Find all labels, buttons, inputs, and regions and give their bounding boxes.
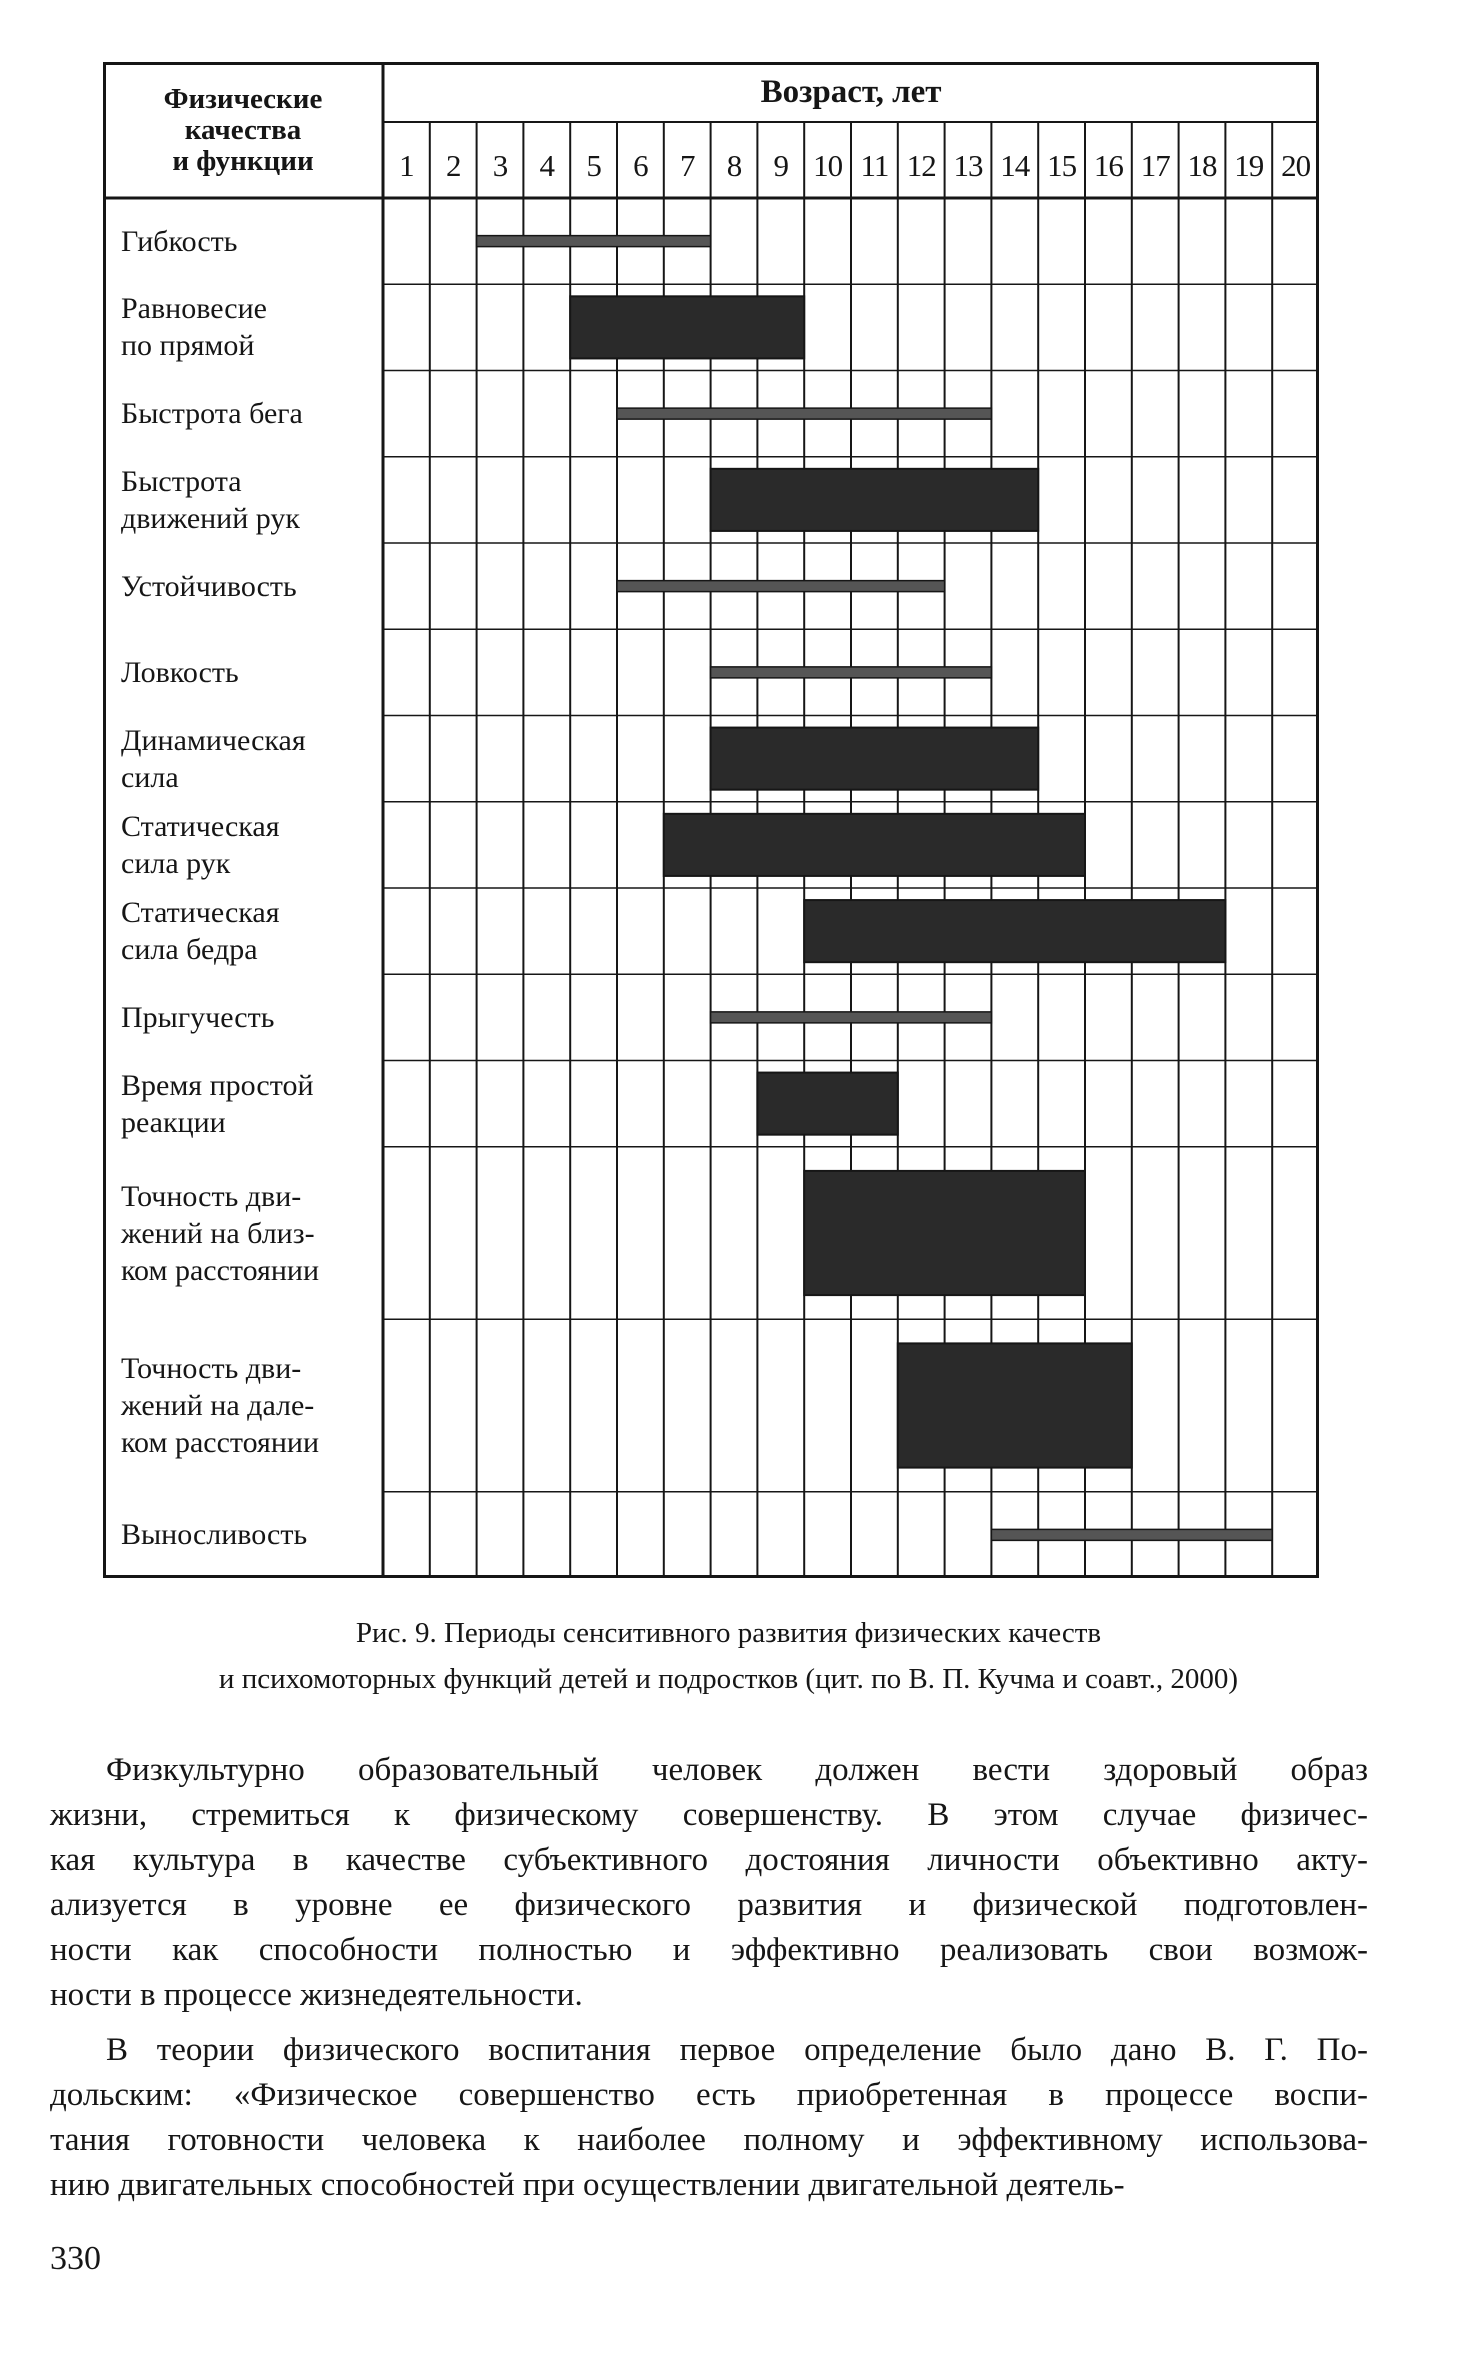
row-label bbox=[121, 568, 383, 605]
year-label: 12 bbox=[906, 148, 936, 183]
paragraph-line: кая культура в качестве субъективного достояния личности объективно акту- bbox=[50, 1842, 1368, 1878]
paragraph-line: дольским: «Физическое совершенство есть приобретенная в процессе воспи- bbox=[50, 2077, 1368, 2113]
paragraph-line: жизни, стремиться к физическому совершенству. В этом случае физичес- bbox=[50, 1797, 1368, 1833]
row-label-line: сила бедра bbox=[121, 933, 258, 967]
year-label: 11 bbox=[860, 148, 889, 183]
row-label-line: Быстрота бега bbox=[121, 397, 303, 431]
paragraph-line: Физкультурно образовательный человек должен вести здоровый образ bbox=[106, 1752, 1368, 1788]
sensitive-period-bar bbox=[804, 900, 1225, 962]
sensitive-period-bar bbox=[711, 667, 992, 678]
row-label-line: движений рук bbox=[121, 501, 300, 535]
row-label bbox=[121, 395, 383, 432]
year-label: 19 bbox=[1234, 148, 1264, 183]
paragraph-line: ализуется в уровне ее физического развития и физической подготовлен- bbox=[50, 1887, 1368, 1923]
body-paragraph-2 bbox=[50, 2028, 1368, 2208]
row-label-line: Точность дви- bbox=[121, 1352, 302, 1385]
header-qualities-line: Физические bbox=[163, 82, 323, 115]
row-label bbox=[121, 999, 383, 1036]
year-label: 3 bbox=[492, 148, 508, 183]
row-label-line: ком расстоянии bbox=[121, 1426, 320, 1459]
paragraph-line: ности как способности полностью и эффективно реализовать свои возмож- bbox=[50, 1932, 1368, 1968]
year-label: 10 bbox=[813, 148, 843, 183]
row-label-line: Точность дви- bbox=[121, 1179, 302, 1213]
header-qualities-line: качества bbox=[184, 113, 302, 146]
row-label bbox=[121, 722, 383, 796]
row-label bbox=[121, 1067, 383, 1141]
row-label bbox=[121, 894, 383, 968]
row-label-line: Статическая bbox=[121, 809, 280, 843]
sensitive-period-bar bbox=[570, 296, 804, 358]
sensitive-period-bar bbox=[711, 1012, 992, 1023]
sensitive-period-bar bbox=[664, 814, 1085, 876]
sensitive-period-bar bbox=[711, 469, 1039, 531]
year-label: 8 bbox=[726, 148, 742, 183]
year-label: 5 bbox=[586, 148, 601, 183]
year-label: 13 bbox=[953, 148, 983, 183]
year-label: 6 bbox=[633, 148, 648, 183]
row-label-line: реакции bbox=[121, 1105, 226, 1139]
row-label-line: Статическая bbox=[121, 896, 280, 930]
row-label bbox=[121, 463, 383, 537]
sensitive-period-bar bbox=[617, 408, 991, 419]
row-label-line: жений на дале- bbox=[121, 1389, 315, 1422]
row-label-line: Гибкость bbox=[121, 224, 238, 258]
sensitive-period-bar bbox=[898, 1343, 1132, 1467]
paragraph-line: В теории физического воспитания первое определение было дано В. Г. По- bbox=[106, 2032, 1368, 2068]
year-label: 1 bbox=[399, 148, 414, 183]
row-label-line: Выносливость bbox=[121, 1518, 308, 1552]
year-label: 2 bbox=[445, 148, 461, 183]
sensitive-periods-table bbox=[103, 62, 1319, 1578]
year-label: 18 bbox=[1187, 148, 1217, 183]
year-label: 17 bbox=[1140, 148, 1170, 183]
paragraph-line: тания готовности человека к наиболее полному и эффективному использова- bbox=[50, 2122, 1368, 2158]
row-label-line: жений на близ- bbox=[121, 1216, 315, 1250]
sensitive-period-bar bbox=[757, 1073, 897, 1135]
sensitive-period-bar bbox=[991, 1529, 1272, 1540]
row-label-line: сила рук bbox=[121, 846, 231, 880]
row-label-line: по прямой bbox=[121, 329, 255, 363]
row-label bbox=[121, 1516, 383, 1553]
row-label-line: Быстрота bbox=[121, 464, 242, 498]
row-label bbox=[121, 808, 383, 882]
paragraph-line: нию двигательных способностей при осуществлении двигательной деятель- bbox=[50, 2167, 1125, 2203]
row-label bbox=[121, 1350, 383, 1461]
header-qualities bbox=[103, 62, 383, 198]
sensitive-period-bar bbox=[804, 1171, 1085, 1295]
caption-line: Рис. 9. Периоды сенситивного развития физических качеств bbox=[355, 1617, 1102, 1649]
row-label-line: ком расстоянии bbox=[121, 1253, 320, 1287]
row-label-line: Прыгучесть bbox=[121, 1000, 275, 1034]
figure-caption bbox=[40, 1610, 1417, 1702]
year-label: 14 bbox=[1000, 148, 1030, 183]
year-label: 4 bbox=[539, 148, 555, 183]
sensitive-period-bar bbox=[711, 728, 1039, 790]
row-label-line: Ловкость bbox=[121, 655, 239, 689]
row-label-line: Время простой bbox=[121, 1068, 314, 1102]
row-label bbox=[121, 290, 383, 364]
year-label: 15 bbox=[1047, 148, 1077, 183]
header-age: Возраст, лет bbox=[760, 73, 942, 110]
row-label bbox=[121, 1178, 383, 1289]
row-label-line: Равновесие bbox=[121, 292, 267, 326]
year-label: 20 bbox=[1281, 148, 1311, 183]
paragraph-line: ности в процессе жизнедеятельности. bbox=[50, 1977, 583, 2013]
sensitive-period-bar bbox=[477, 236, 711, 247]
sensitive-period-bar bbox=[617, 581, 945, 592]
row-label-line: сила bbox=[121, 760, 179, 794]
row-label-line: Динамическая bbox=[121, 723, 306, 757]
year-label: 7 bbox=[679, 148, 695, 183]
year-label: 9 bbox=[773, 148, 789, 183]
body-paragraph-1 bbox=[50, 1748, 1368, 2018]
caption-line: и психомоторных функций детей и подростков (цит. по В. П. Кучма и соавт., 2000) bbox=[218, 1663, 1239, 1695]
header-qualities-line: и функции bbox=[172, 144, 314, 177]
row-label-line: Устойчивость bbox=[121, 569, 297, 603]
year-label: 16 bbox=[1093, 148, 1123, 183]
row-label bbox=[121, 654, 383, 691]
row-label bbox=[121, 223, 383, 260]
page-number: 330 bbox=[50, 2240, 101, 2277]
